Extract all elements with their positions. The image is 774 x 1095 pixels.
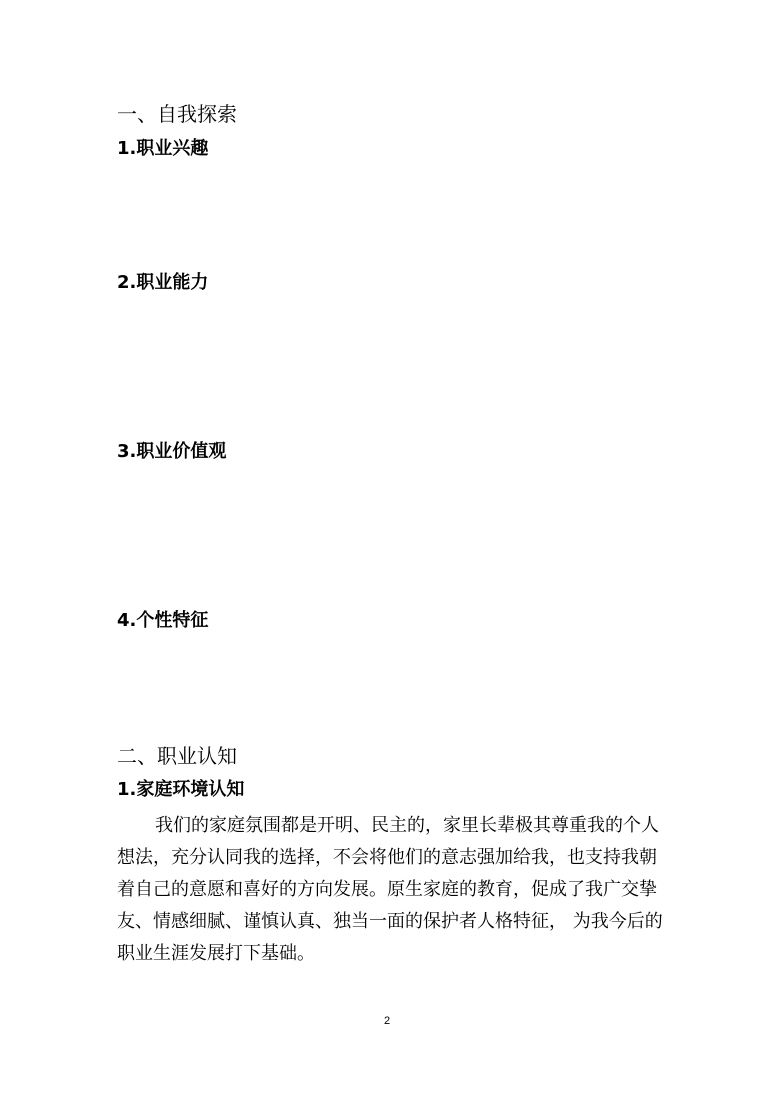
section-heading-career-cognition: 二、职业认知 [117, 744, 237, 768]
page-number: 2 [383, 1015, 391, 1027]
subheading-family-environment: 1.家庭环境认知 [117, 779, 245, 800]
section-heading-self-exploration: 一、自我探索 [117, 102, 237, 126]
subheading-career-values: 3.职业价值观 [117, 441, 227, 462]
subheading-career-interest: 1.职业兴趣 [117, 138, 209, 159]
subheading-career-ability: 2.职业能力 [117, 272, 209, 293]
subheading-personality-traits: 4.个性特征 [117, 610, 209, 631]
body-paragraph-family-environment: 我们的家庭氛围都是开明、民主的，家里长辈极其尊重我的个人想法，充分认同我的选择，不会将他们的意志强加给我，也支持我朝着自己的意愿和喜好的方向发展。原生家庭的教育，促成了我广交挚友、情感细腻、谨慎认真、独当一面的保护者人格特征， 为我今后的职业生涯发展打下基础。 [117, 815, 663, 964]
